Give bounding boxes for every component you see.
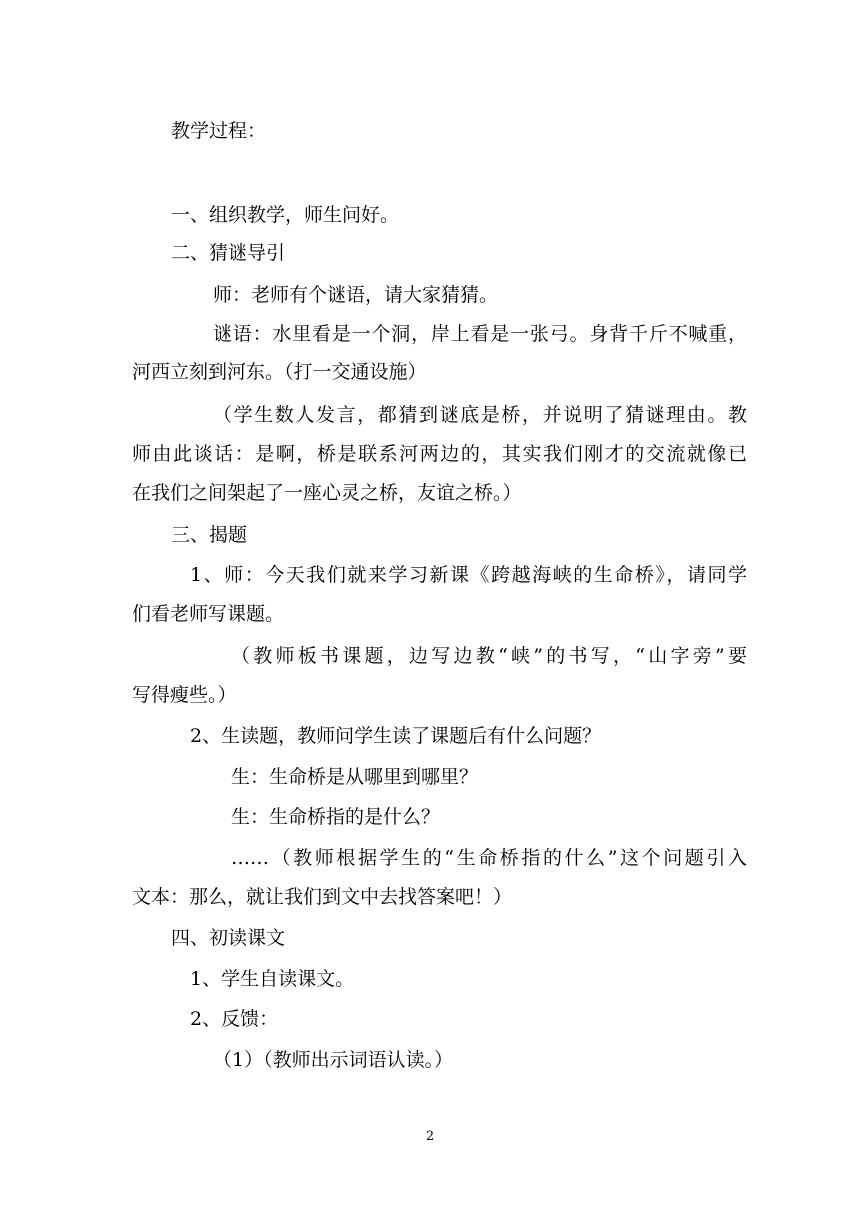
paragraph-line: 二、猜谜导引 — [171, 242, 286, 264]
paragraph-line: 在我们之间架起了一座心灵之桥，友谊之桥。） — [132, 482, 522, 504]
page-number: 2 — [425, 1129, 435, 1144]
paragraph-line: 三、揭题 — [171, 524, 248, 546]
paragraph-line: 1、师：今天我们就来学习新课《跨越海峡的生命桥》，请同学 — [190, 564, 747, 586]
paragraph-line: 师由此谈话：是啊，桥是联系河两边的，其实我们刚才的交流就像已 — [132, 443, 747, 465]
paragraph-line: 文本：那么，就让我们到文中去找答案吧！） — [132, 886, 513, 908]
paragraph-line: （1）（教师出示词语认读。） — [213, 1049, 454, 1071]
paragraph-line: 一、组织教学，师生问好。 — [171, 204, 400, 226]
section-heading: 教学过程： — [171, 120, 267, 142]
paragraph-line: 生：生命桥是从哪里到哪里？ — [231, 766, 479, 788]
paragraph-line: 2、反馈： — [190, 1008, 279, 1030]
paragraph-line: 写得瘦些。） — [132, 684, 237, 706]
paragraph-line: 们看老师写课题。 — [132, 603, 285, 625]
paragraph-line: 河西立刻到河东。（打一交通设施） — [132, 361, 427, 383]
paragraph-line: （教师板书课题，边写边教“峡”的书写，“山字旁”要 — [231, 645, 747, 667]
paragraph-line: 2、生读题，教师问学生读了课题后有什么问题？ — [190, 725, 602, 747]
paragraph-line: 师：老师有个谜语，请大家猜猜。 — [213, 284, 499, 306]
paragraph-line: 谜语：水里看是一个洞，岸上看是一张弓。身背千斤不喊重， — [213, 323, 747, 345]
paragraph-line: （学生数人发言，都猜到谜底是桥，并说明了猜谜理由。教 — [213, 404, 747, 426]
paragraph-line: 1、学生自读课文。 — [190, 968, 355, 990]
paragraph-line: ……（教师根据学生的“生命桥指的什么”这个问题引入 — [231, 847, 747, 869]
paragraph-line: 生：生命桥指的是什么？ — [231, 806, 441, 828]
paragraph-line: 四、初读课文 — [171, 927, 286, 949]
